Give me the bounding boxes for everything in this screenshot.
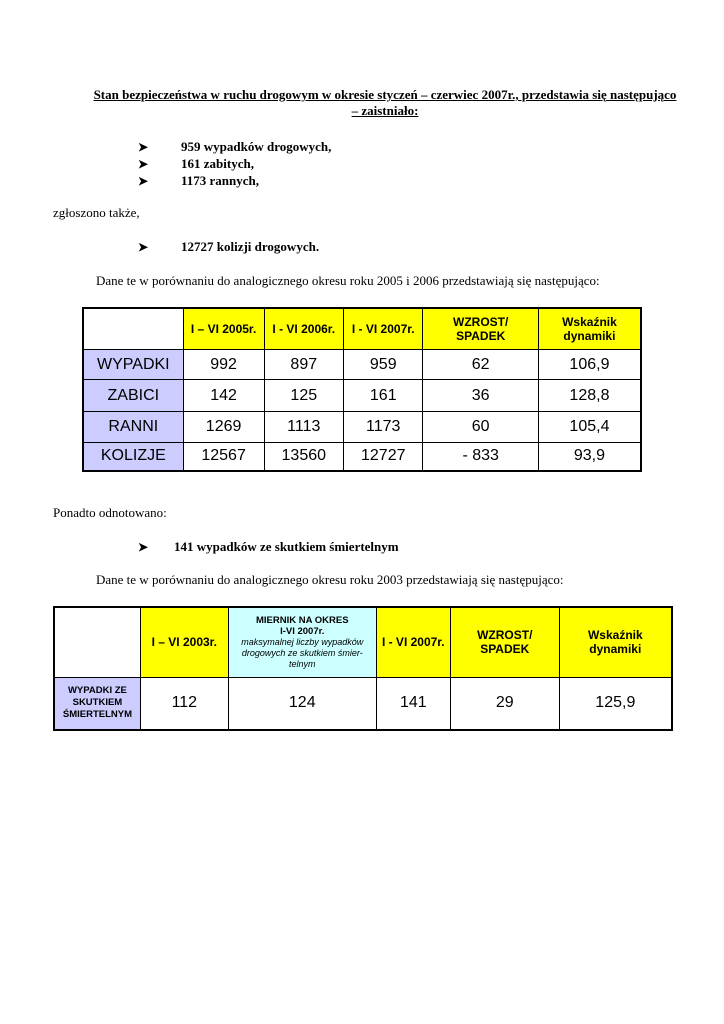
table-cell: 62 (423, 350, 538, 380)
bullet-text: 141 wypadków ze skutkiem śmiertelnym (174, 539, 399, 554)
row-label: WYPADKI ZE SKUTKIEM ŚMIERTELNYM (54, 677, 140, 730)
arrow-bullet-icon: ➤ (138, 240, 149, 254)
table-cell: 124 (228, 677, 376, 730)
bullet-text: 12727 kolizji drogowych. (181, 239, 320, 254)
table-corner-cell (54, 607, 140, 677)
measure-description: maksymalnej liczby wypadków drogowych ze skutkiem śmier-telnym (241, 636, 364, 669)
table-cell: 60 (423, 412, 538, 443)
arrow-bullet-icon: ➤ (138, 540, 149, 554)
table-cell: 29 (450, 677, 559, 730)
table-cell: 12567 (183, 443, 264, 471)
column-header: WZROST/ SPADEK (450, 607, 559, 677)
table-cell: 125 (264, 380, 343, 412)
row-label: RANNI (83, 412, 183, 443)
table-cell: - 833 (423, 443, 538, 471)
table-cell: 1269 (183, 412, 264, 443)
table-cell: 992 (183, 350, 264, 380)
measure-period: I-VI 2007r. (280, 625, 325, 637)
table-cell: 959 (344, 350, 423, 380)
table-row (83, 350, 641, 380)
table-cell: 128,8 (538, 380, 641, 412)
comparison-table-2003-2007 (53, 606, 673, 731)
also-reported-text: zgłoszono także, (53, 205, 140, 220)
bullet-text: 161 zabitych, (181, 156, 254, 171)
column-header: I - VI 2007r. (344, 308, 423, 350)
column-header: I – VI 2005r. (183, 308, 264, 350)
comparison-intro-2003: Dane te w porównaniu do analogicznego okresu roku 2003 przedstawiają się następująco: (96, 572, 564, 587)
table-cell: 112 (140, 677, 228, 730)
table-cell: 1113 (264, 412, 343, 443)
table-cell: 106,9 (538, 350, 641, 380)
row-label: KOLIZJE (83, 443, 183, 471)
row-label: ZABICI (83, 380, 183, 412)
table-cell: 897 (264, 350, 343, 380)
bullet-text: 1173 rannych, (181, 173, 260, 188)
table-cell: 13560 (264, 443, 343, 471)
column-header: Wskaźnik dynamiki (559, 607, 672, 677)
table-cell: 1173 (344, 412, 423, 443)
measure-title: MIERNIK NA OKRES (255, 614, 349, 626)
comparison-table-2005-2007 (82, 307, 642, 472)
table-cell: 93,9 (538, 443, 641, 471)
arrow-bullet-icon: ➤ (138, 157, 149, 171)
table-cell: 12727 (344, 443, 423, 471)
table-row (83, 443, 641, 471)
table-cell: 161 (344, 380, 423, 412)
arrow-bullet-icon: ➤ (138, 174, 149, 188)
table-cell: 142 (183, 380, 264, 412)
column-header-measure (228, 607, 376, 677)
column-header: I – VI 2003r. (140, 607, 228, 677)
column-header: WZROST/ SPADEK (423, 308, 538, 350)
table-cell: 141 (376, 677, 450, 730)
column-header: I - VI 2007r. (376, 607, 450, 677)
table-cell: 125,9 (559, 677, 672, 730)
table-corner-cell (83, 308, 183, 350)
table-row (83, 412, 641, 443)
arrow-bullet-icon: ➤ (138, 140, 149, 154)
row-label: WYPADKI (83, 350, 183, 380)
bullet-text: 959 wypadków drogowych, (181, 139, 332, 154)
comparison-intro: Dane te w porównaniu do analogicznego okresu roku 2005 i 2006 przedstawiają się następująco: (96, 273, 600, 288)
column-header: I - VI 2006r. (264, 308, 343, 350)
also-noted-text: Ponadto odnotowano: (53, 505, 167, 520)
table-cell: 36 (423, 380, 538, 412)
page-title: Stan bezpieczeństwa w ruchu drogowym w okresie styczeń – czerwiec 2007r., przedstawia się następująco – zaistniało: (93, 87, 677, 118)
table-row (54, 677, 672, 730)
column-header: Wskaźnik dynamiki (538, 308, 641, 350)
table-row (83, 380, 641, 412)
table-cell: 105,4 (538, 412, 641, 443)
